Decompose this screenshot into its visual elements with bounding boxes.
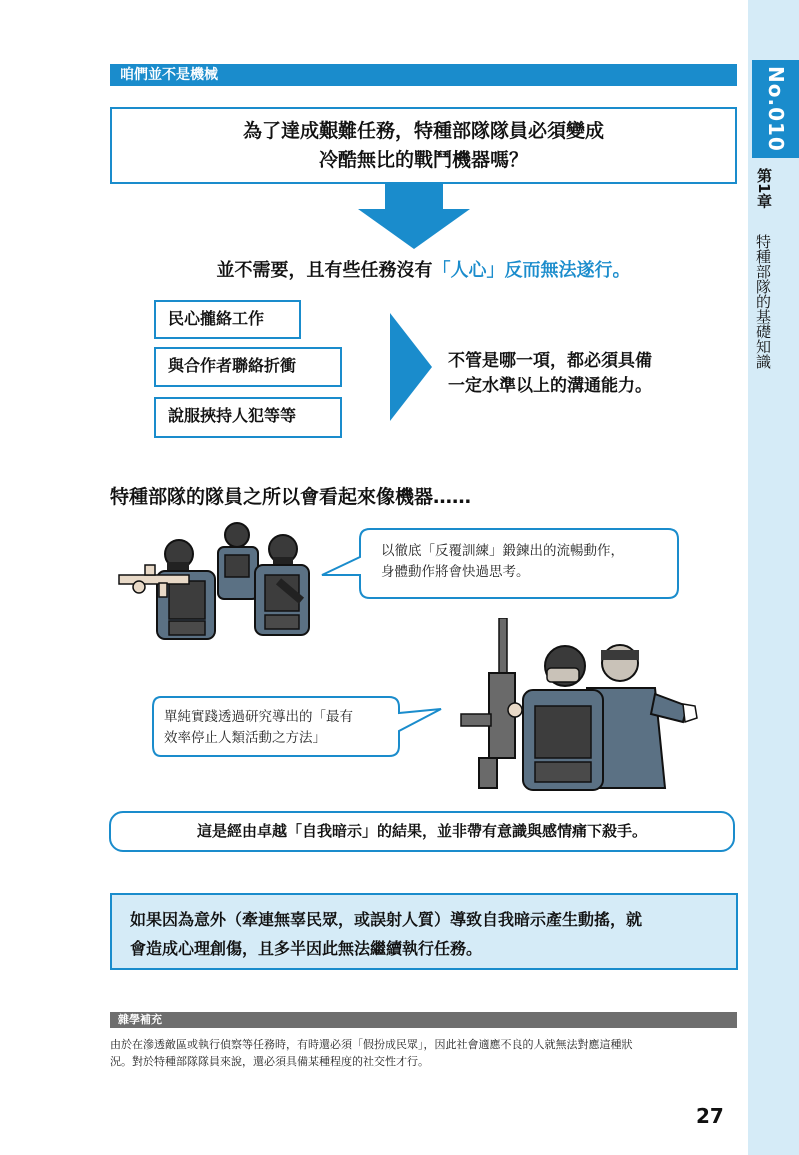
trivia-line-1: 由於在滲透敵區或執行偵察等任務時，有時還必須「假扮成民眾」，因此社會適應不良的人就無法對應這種狀: [110, 1038, 633, 1051]
page-number: 27: [696, 1104, 724, 1128]
answer-statement: [110, 256, 737, 282]
question-line-2: 冷酷無比的戰鬥機器嗎？: [318, 149, 528, 171]
trauma-note-box: [110, 893, 738, 970]
trivia-line-2: 況。對於特種部隊隊員來說，還必須具備某種程度的社交性才行。: [110, 1055, 429, 1068]
trauma-line-1: 如果因為意外（牽連無辜民眾，或誤射人質）導致自我暗示產生動搖，就: [130, 910, 643, 929]
subheading: 特種部隊的隊員之所以會看起來像機器……: [110, 486, 472, 508]
communication-line-1: 不管是哪一項，都必須具備: [448, 351, 652, 371]
bubble-2-line-2: 效率停止人類活動之方法」: [164, 730, 326, 746]
task-box-3: [154, 397, 342, 438]
answer-highlight: 「人心」反而無法遂行。: [432, 260, 631, 281]
trauma-line-2: 會造成心理創傷，且多半因此無法繼續執行任務。: [130, 939, 483, 958]
task-box-1: [154, 300, 301, 339]
trivia-body: [110, 1036, 740, 1070]
bubble-1-line-1: 以徹底「反覆訓練」鍛鍊出的流暢動作，: [381, 543, 624, 559]
communication-line-2: 一定水準以上的溝通能力。: [448, 376, 652, 396]
task-label: 與合作者聯絡折衝: [168, 356, 297, 375]
answer-text: 並不需要，且有些任務沒有: [216, 260, 433, 281]
bubble-2-text: [164, 707, 353, 749]
question-box: [110, 107, 737, 184]
task-box-2: [154, 347, 342, 387]
task-label: 民心攏絡工作: [168, 309, 265, 328]
trivia-header: [110, 1012, 737, 1028]
task-label: 說服挾持人犯等等: [168, 406, 297, 425]
soldiers-squad-illustration: [115, 517, 330, 650]
conclusion-box: [109, 811, 735, 852]
trivia-title: 雜學補充: [118, 1013, 162, 1026]
chapter-label: 第1章: [755, 168, 773, 209]
soldier-with-rifle-illustration: [455, 618, 700, 795]
section-label: 特種部隊的基礎知識: [754, 234, 772, 369]
down-arrow-icon: [358, 183, 470, 249]
bubble-2-line-1: 單純實踐透過研究導出的「最有: [164, 709, 353, 725]
conclusion-text: 這是經由卓越「自我暗示」的結果，並非帶有意識與感情痛下殺手。: [196, 822, 647, 840]
section-header-title: 咱們並不是機械: [120, 67, 218, 83]
communication-note: [448, 349, 652, 399]
question-line-1: 為了達成艱難任務，特種部隊隊員必須變成: [242, 120, 604, 142]
right-chevron-icon: [390, 313, 432, 421]
section-header: [110, 64, 737, 86]
bubble-1-line-2: 身體動作將會快過思考。: [381, 564, 530, 580]
bubble-1-text: [381, 541, 624, 583]
tab-number-label: No.010: [764, 66, 788, 152]
